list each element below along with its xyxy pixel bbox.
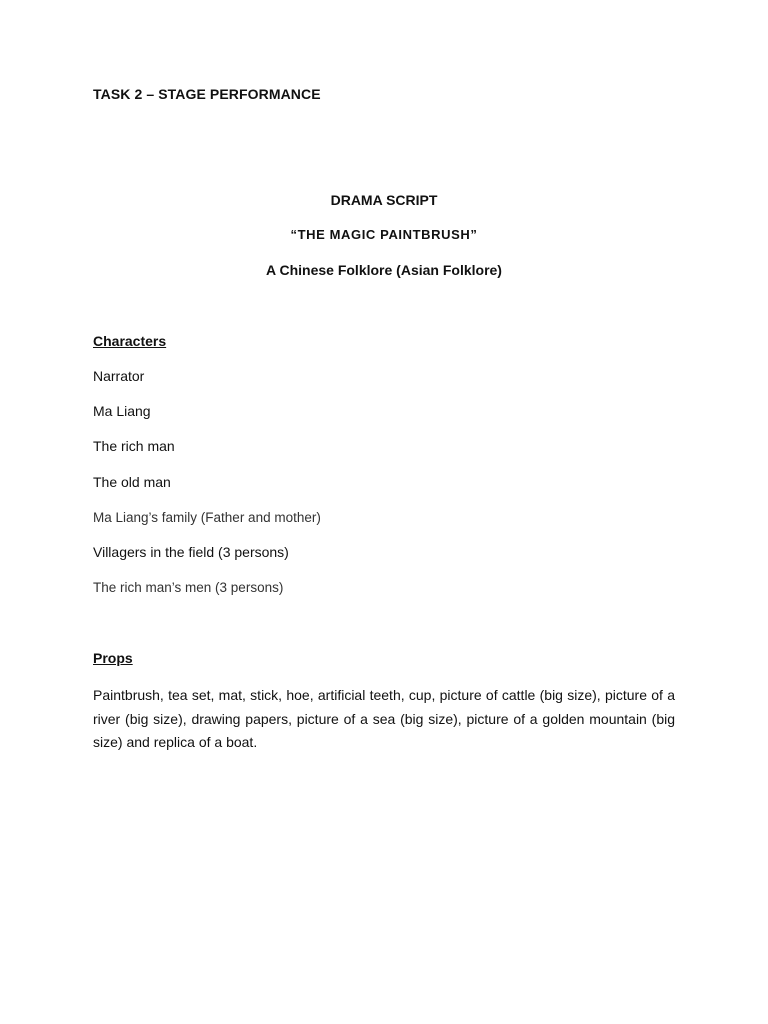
character-item: Villagers in the field (3 persons) — [93, 543, 289, 560]
task-title: TASK 2 – STAGE PERFORMANCE — [93, 86, 321, 102]
character-item: The rich man — [93, 438, 175, 455]
character-item: The rich man’s men (3 persons) — [93, 580, 284, 596]
script-heading: DRAMA SCRIPT — [330, 192, 438, 208]
character-item: Narrator — [93, 368, 145, 384]
characters-list — [93, 368, 321, 614]
props-heading: Props — [93, 650, 133, 666]
character-item: Ma Liang — [93, 403, 151, 420]
character-item: The old man — [93, 473, 171, 490]
story-subtitle: A Chinese Folklore (Asian Folklore) — [266, 262, 502, 278]
props-paragraph: Paintbrush, tea set, mat, stick, hoe, artificial teeth, cup, picture of cattle (big size), picture of a river (big size), drawing papers, picture of a sea (big size), picture of a golden mountain (big size) and replica of a boat. — [93, 687, 675, 750]
character-item: Ma Liang’s family (Father and mother) — [93, 509, 321, 525]
characters-heading: Characters — [93, 333, 167, 349]
story-title: “THE MAGIC PAINTBRUSH” — [290, 227, 478, 242]
